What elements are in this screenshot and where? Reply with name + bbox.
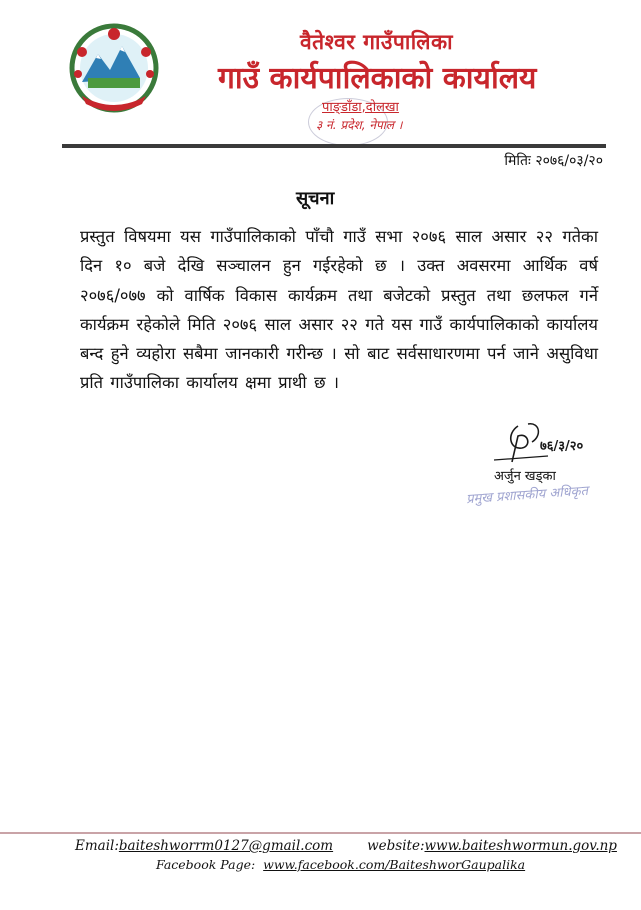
website-label: website: — [367, 838, 425, 854]
notice-title: सूचना — [296, 188, 335, 209]
office-name: गाउँ कार्यपालिकाको कार्यालय — [218, 61, 537, 96]
signature-date: ७६/३/२० — [540, 439, 584, 454]
date-label: मितिः — [504, 153, 531, 169]
nepal-emblem-icon — [68, 22, 160, 114]
address-line-2: ३ नं. प्रदेश, नेपाल । — [316, 118, 403, 132]
email-link[interactable]: baiteshworrm0127@gmail.com — [118, 838, 334, 854]
facebook-label: Facebook Page: — [156, 857, 256, 872]
handwritten-signature — [488, 416, 598, 468]
notice-body: प्रस्तुत विषयमा यस गाउँपालिकाको पाँचौ गाउँ सभा २०७६ साल असार २२ गतेका दिन १० बजे देखि सञ्चालन हुन गईरहेको छ । उक्त अवसरमा आर्थिक वर्ष २०७६/०७७ को वार्षिक विकास कार्यक्रम तथा बजेटको प्रस्तुत तथा छलफल गर्ने कार्यक्रम रहेकोले मिति २०७६ साल असार २२ गते यस गाउँ कार्यपालिकाको कार्यालय बन्द हुने व्यहोरा सबैमा जानकारी गरीन्छ । सो बाट सर्वसाधारणमा पर्न जाने असुविधा प्रति गाउँपालिका कार्यालय क्षमा प्राथी छ । — [80, 227, 598, 393]
header-divider — [62, 144, 606, 148]
date-value: २०७६/०३/२० — [535, 153, 603, 169]
footer-facebook — [156, 857, 525, 872]
footer-divider — [0, 832, 641, 834]
website-link[interactable]: www.baiteshwormun.gov.np — [424, 838, 617, 854]
footer-contact — [75, 838, 617, 854]
facebook-link[interactable]: www.facebook.com/BaiteshworGaupalika — [263, 857, 526, 872]
notice-date — [504, 151, 603, 170]
signer-name: अर्जुन खड्का — [494, 469, 556, 484]
municipality-name: वैतेश्वर गाउँपालिका — [300, 30, 454, 54]
designation-stamp: प्रमुख प्रशासकीय अधिकृत — [465, 483, 589, 508]
address-line-1: पाङ्डाँडा,दोलखा — [322, 100, 399, 115]
email-label: Email: — [75, 838, 119, 854]
